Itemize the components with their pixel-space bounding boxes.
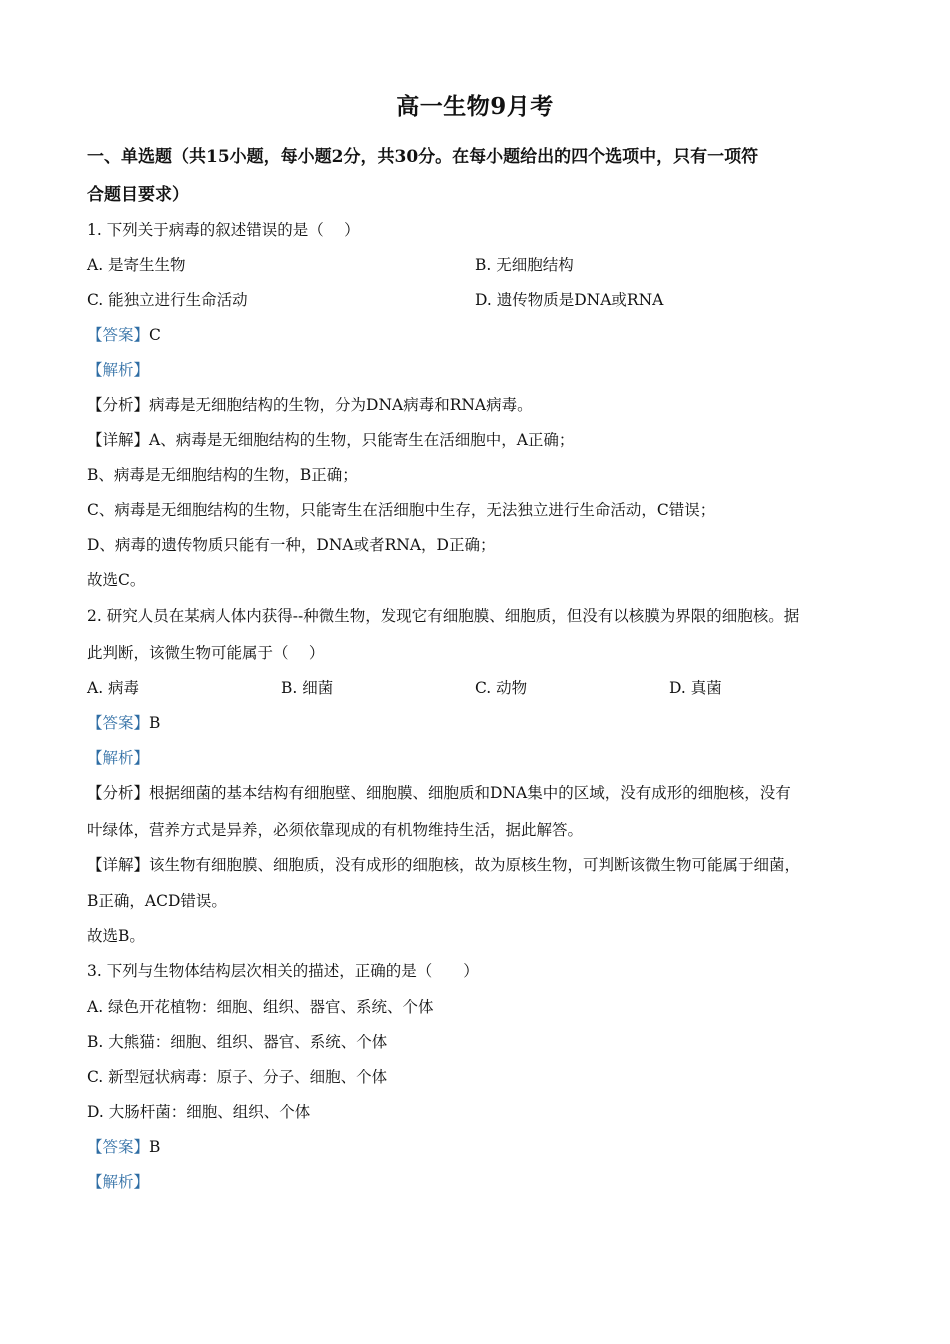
q2-answer-value: B: [149, 714, 161, 732]
q2-stem-line2: 此判断，该微生物可能属于（ ）: [87, 644, 325, 662]
q2-option-b: B. 细菌: [281, 679, 334, 697]
q2-option-a: A. 病毒: [87, 679, 140, 697]
fenxi-label: 【分析】: [87, 396, 150, 414]
q3-stem: 3. 下列与生物体结构层次相关的描述，正确的是（ ）: [87, 962, 479, 980]
answer-label: 【答案】: [87, 1138, 150, 1156]
q3-analysis-label: 【解析】: [87, 1173, 150, 1191]
q2-fenxi-text: 根据细菌的基本结构有细胞壁、细胞膜、细胞质和DNA集中的区域，没有成形的细胞核，没有: [149, 784, 791, 802]
q2-option-d: D. 真菌: [669, 679, 722, 697]
q2-option-c: C. 动物: [475, 679, 528, 697]
q1-answer: [87, 325, 161, 345]
q2-conclusion: 故选B。: [87, 927, 145, 945]
q2-fenxi-line2: 叶绿体，营养方式是异养，必须依靠现成的有机物维持生活，据此解答。: [87, 821, 584, 839]
q3-option-a: A. 绿色开花植物：细胞、组织、器官、系统、个体: [87, 998, 434, 1016]
q1-conclusion: 故选C。: [87, 571, 146, 589]
answer-label: 【答案】: [87, 326, 150, 344]
page-title: 高一生物9月考: [396, 93, 554, 120]
q2-fenxi-line1: [87, 783, 791, 803]
q1-option-b: B. 无细胞结构: [475, 256, 574, 274]
q2-detail-line2: B正确，ACD错误。: [87, 892, 227, 910]
q3-option-d: D. 大肠杆菌：细胞、组织、个体: [87, 1103, 311, 1121]
q3-option-b: B. 大熊猫：细胞、组织、器官、系统、个体: [87, 1033, 388, 1051]
q1-answer-value: C: [149, 326, 161, 344]
q1-fenxi-text: 病毒是无细胞结构的生物，分为DNA病毒和RNA病毒。: [149, 396, 533, 414]
section-heading-line1: 一、单选题（共15小题，每小题2分，共30分。在每小题给出的四个选项中，只有一项符: [87, 147, 759, 167]
xiangjie-label: 【详解】: [87, 431, 150, 449]
q1-option-c: C. 能独立进行生命活动: [87, 291, 248, 309]
fenxi-label: 【分析】: [87, 784, 150, 802]
answer-label: 【答案】: [87, 714, 150, 732]
q1-detail-a-text: A、病毒是无细胞结构的生物，只能寄生在活细胞中，A正确；: [149, 431, 575, 449]
q2-detail-line1: [87, 855, 800, 875]
q1-option-d: D. 遗传物质是DNA或RNA: [475, 291, 664, 309]
section-heading-line2: 合题目要求）: [87, 185, 189, 205]
q1-analysis-label: 【解析】: [87, 361, 150, 379]
q1-detail-b: B、病毒是无细胞结构的生物，B正确；: [87, 466, 358, 484]
q1-option-a: A. 是寄生生物: [87, 256, 186, 274]
q1-fenxi: [87, 395, 533, 415]
q3-option-c: C. 新型冠状病毒：原子、分子、细胞、个体: [87, 1068, 388, 1086]
q3-answer-value: B: [149, 1138, 161, 1156]
q1-detail-d: D、病毒的遗传物质只能有一种，DNA或者RNA，D正确；: [87, 536, 496, 554]
q1-detail-a: [87, 430, 574, 450]
q2-stem-line1: 2. 研究人员在某病人体内获得--种微生物，发现它有细胞膜、细胞质，但没有以核膜为界限的细胞核。据: [87, 607, 800, 625]
q3-answer: [87, 1137, 160, 1157]
q1-stem: 1. 下列关于病毒的叙述错误的是（ ）: [87, 221, 360, 239]
q2-analysis-label: 【解析】: [87, 749, 150, 767]
q2-answer: [87, 713, 160, 733]
q1-detail-c: C、病毒是无细胞结构的生物，只能寄生在活细胞中生存，无法独立进行生命活动，C错误；: [87, 501, 716, 519]
xiangjie-label: 【详解】: [87, 856, 150, 874]
q2-detail-text: 该生物有细胞膜、细胞质，没有成形的细胞核，故为原核生物，可判断该微生物可能属于细菌，: [149, 856, 801, 874]
